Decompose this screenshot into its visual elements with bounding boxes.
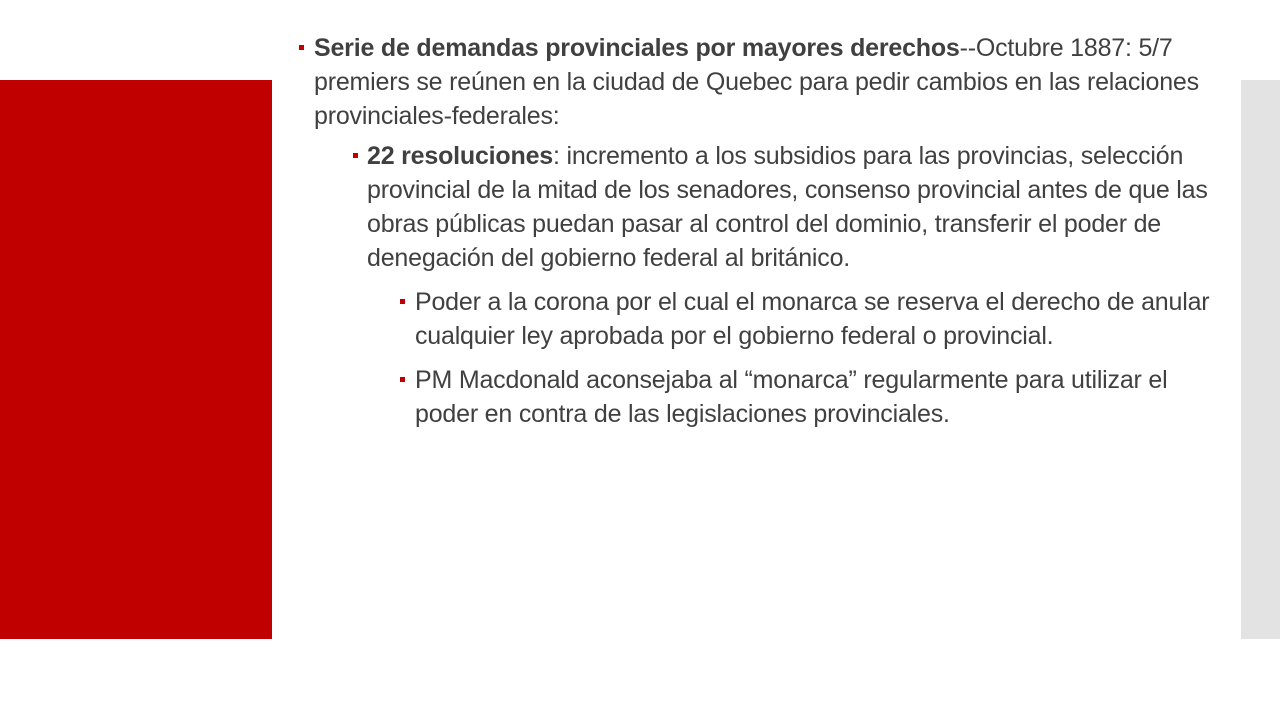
bullet-bold-text: 22 resoluciones	[367, 142, 553, 170]
bullet-item-level3	[296, 363, 1236, 431]
bullet-text: --Octubre 1887: 5/7 premiers se reúnen en la ciudad de Quebec para pedir cambios en las relaciones provinciales-federales:	[314, 34, 1199, 130]
square-bullet-icon	[299, 45, 304, 50]
bullet-item-level1	[296, 31, 1236, 133]
square-bullet-icon	[400, 299, 405, 304]
bullet-text: Poder a la corona por el cual el monarca se reserva el derecho de anular cualquier ley aprobada por el gobierno federal o provincial.	[415, 288, 1210, 350]
square-bullet-icon	[353, 153, 358, 158]
bullet-item-level3	[296, 285, 1236, 353]
bullet-item-level2	[296, 139, 1236, 275]
square-bullet-icon	[400, 377, 405, 382]
bullet-text: : incremento a los subsidios para las provincias, selección provincial de la mitad de los senadores, consenso provincial antes de que las obras públicas puedan pasar al control del dominio, transferir el poder de denegación del gobierno federal al británico.	[367, 142, 1208, 272]
slide-content	[296, 31, 1236, 431]
red-accent-panel	[0, 80, 272, 639]
gray-side-panel	[1241, 80, 1280, 639]
bullet-bold-text: Serie de demandas provinciales por mayores derechos	[314, 34, 960, 62]
bullet-text: PM Macdonald aconsejaba al “monarca” regularmente para utilizar el poder en contra de las legislaciones provinciales.	[415, 366, 1168, 428]
